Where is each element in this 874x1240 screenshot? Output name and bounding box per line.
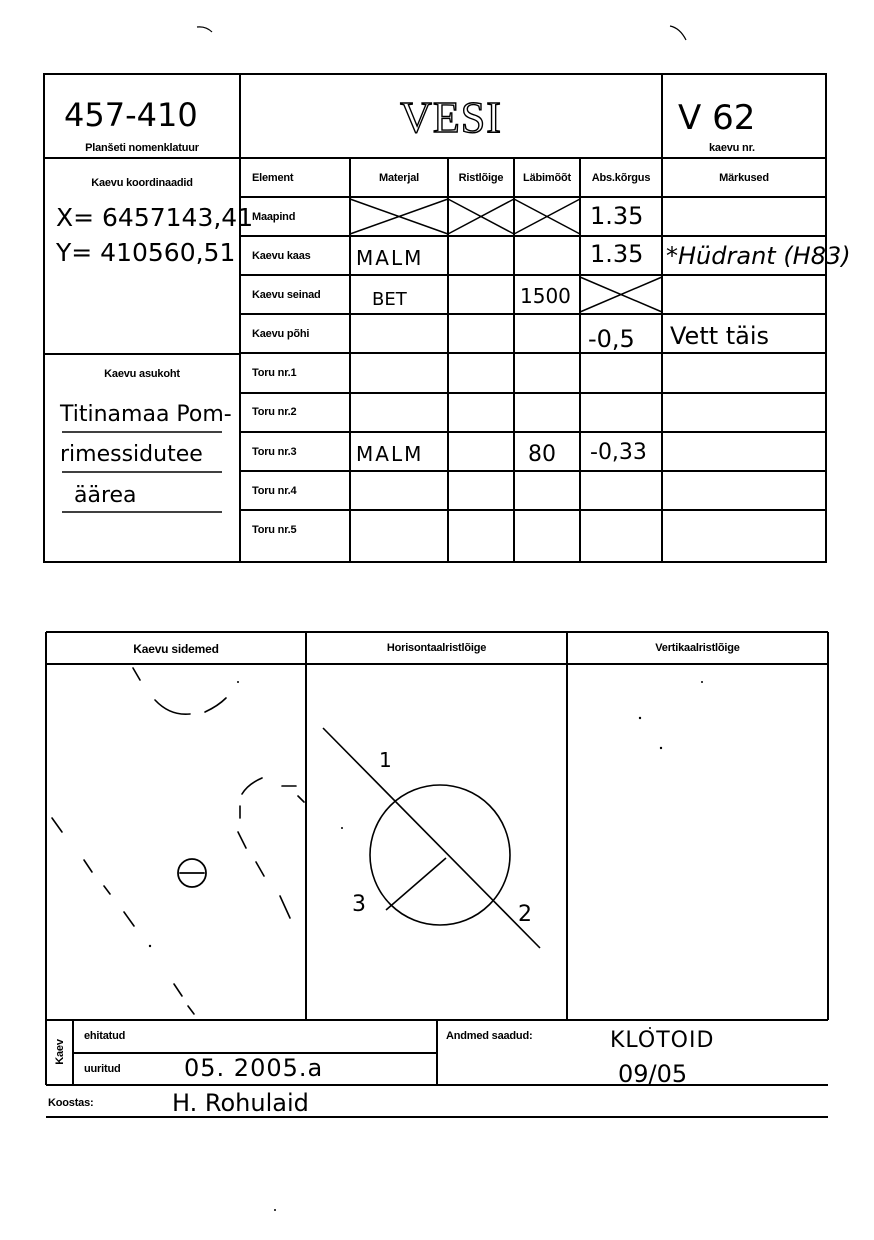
data-from-date: 09/05 [618,1060,688,1088]
location-line-3: äärea [74,483,137,508]
ties-label: Kaevu sidemed [133,642,219,656]
coord-x: X= 6457143,41 [56,203,254,232]
card-title: VESI [400,93,502,142]
header-diameter: Läbimõõt [523,172,571,184]
pipe-label-3: 3 [352,892,366,917]
row-element: Toru nr.5 [252,524,297,536]
row-element: Toru nr.1 [252,367,297,379]
row-element: Maapind [252,211,296,223]
nomenclature-label: Planšeti nomenklatuur [85,142,199,154]
vertical-section-label: Vertikaalristlõige [655,642,740,654]
coord-y: Y= 410560,51 [56,238,236,267]
well-number-value: V 62 [678,98,756,138]
cell-height-cover: 1.35 [590,240,644,268]
horizontal-section-label: Horisontaalristlõige [386,642,487,654]
cell-notes-cover: *Hüdrant (H83) [666,242,851,270]
data-from-label: Andmed saadud: [446,1030,533,1042]
row-element: Kaevu kaas [252,250,311,262]
header-cross-section: Ristlõige [458,172,504,184]
surveyed-label: uuritud [84,1063,121,1075]
header-material: Materjal [379,172,419,184]
cell-material-walls: BET [372,289,407,310]
compiled-label: Koostas: [48,1097,94,1109]
data-from-value: KLOTOID [610,1028,715,1053]
header-abs-height: Abs.kõrgus [591,172,651,184]
well-number-label: kaevu nr. [709,142,755,154]
header-element: Element [252,172,294,184]
location-line-1: Titinamaa Pom- [60,402,232,427]
nomenclature-value: 457-410 [64,96,198,134]
pipe-label-1: 1 [379,748,392,772]
row-element: Toru nr.4 [252,485,297,497]
built-label: ehitatud [84,1030,126,1042]
location-line-2: rimessidutee [60,442,203,467]
cell-material-pipe3: MALM [356,442,424,466]
row-element: Kaevu seinad [252,289,321,301]
cell-material-cover: MALM [356,246,424,270]
row-element: Toru nr.3 [252,446,297,458]
cell-diameter-walls: 1500 [520,284,571,308]
row-element: Toru nr.2 [252,406,297,418]
header-notes: Märkused [719,172,769,184]
row-element: Kaevu põhi [252,328,310,340]
pipe-label-2: 2 [518,902,532,927]
coords-label: Kaevu koordinaadid [91,177,193,189]
cell-height-ground: 1.35 [590,202,644,230]
cell-height-bottom: -0,5 [588,325,635,353]
location-label: Kaevu asukoht [104,368,180,380]
side-label-kaev: Kaev [54,1039,66,1065]
cell-diameter-pipe3: 80 [528,442,556,467]
surveyed-value: 05. 2005.a [184,1054,324,1082]
compiled-value: H. Rohulaid [172,1089,309,1117]
cell-notes-bottom: Vett täis [670,322,770,350]
cell-height-pipe3: -0,33 [590,440,647,465]
